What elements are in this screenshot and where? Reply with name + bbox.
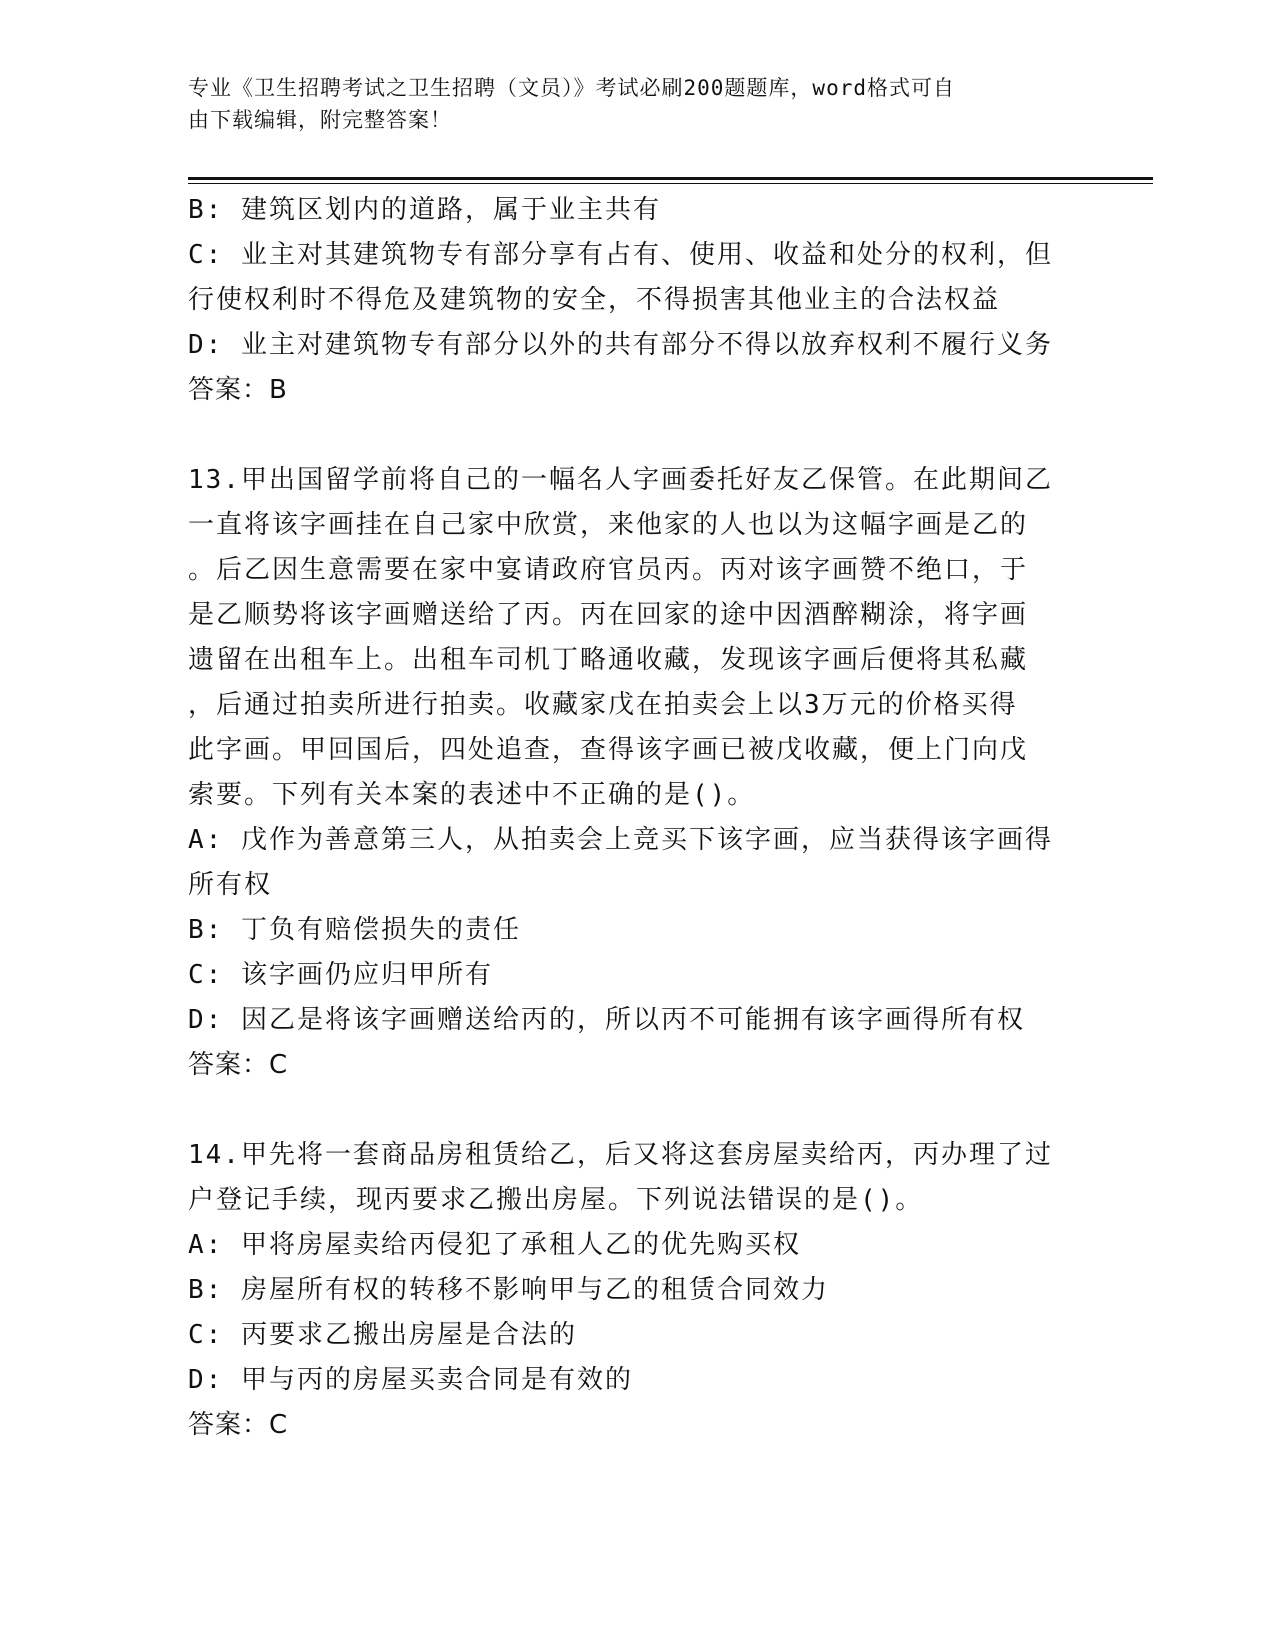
question-stem-line: 13.甲出国留学前将自己的一幅名人字画委托好友乙保管。在此期间乙 [188, 465, 1053, 495]
question-content [188, 188, 1078, 1448]
spacer [188, 413, 1078, 458]
question-stem-line: 是乙顺势将该字画赠送给了丙。丙在回家的途中因酒醉糊涂，将字画 [188, 600, 1029, 630]
question-stem-line: 一直将该字画挂在自己家中欣赏，来他家的人也以为这幅字画是乙的 [188, 510, 1029, 540]
header-rule-thin [188, 183, 1153, 184]
option-c: C: 该字画仍应归甲所有 [188, 960, 493, 990]
question-12-tail [188, 188, 1078, 413]
question-stem-line: 此字画。甲回国后，四处追查，查得该字画已被戊收藏，便上门向戊 [188, 735, 1029, 765]
question-stem-line: 户登记手续，现丙要求乙搬出房屋。下列说法错误的是()。 [188, 1185, 924, 1215]
answer: 答案：C [188, 1410, 289, 1440]
option-c-line-2: 行使权利时不得危及建筑物的安全，不得损害其他业主的合法权益 [188, 285, 1001, 315]
answer: 答案：B [188, 375, 288, 405]
question-stem-line: ，后通过拍卖所进行拍卖。收藏家戊在拍卖会上以3万元的价格买得 [188, 690, 1018, 720]
header-title-line-1: 专业《卫生招聘考试之卫生招聘（文员）》考试必刷200题题库，word格式可自 [188, 76, 955, 100]
option-a-line-2: 所有权 [188, 870, 273, 900]
option-c-line-1: C: 业主对其建筑物专有部分享有占有、使用、收益和处分的权利，但 [188, 240, 1053, 270]
option-b: B: 丁负有赔偿损失的责任 [188, 915, 521, 945]
question-13 [188, 458, 1078, 1088]
option-c: C: 丙要求乙搬出房屋是合法的 [188, 1320, 577, 1350]
question-stem-line: 遗留在出租车上。出租车司机丁略通收藏，发现该字画后便将其私藏 [188, 645, 1029, 675]
option-b: B: 建筑区划内的道路，属于业主共有 [188, 195, 661, 225]
option-b: B: 房屋所有权的转移不影响甲与乙的租赁合同效力 [188, 1275, 829, 1305]
option-a: A: 甲将房屋卖给丙侵犯了承租人乙的优先购买权 [188, 1230, 801, 1260]
answer: 答案：C [188, 1050, 289, 1080]
option-d: D: 甲与丙的房屋买卖合同是有效的 [188, 1365, 633, 1395]
option-d: D: 因乙是将该字画赠送给丙的，所以丙不可能拥有该字画得所有权 [188, 1005, 1025, 1035]
header-title-line-2: 由下载编辑，附完整答案！ [188, 108, 452, 132]
question-stem-line: 索要。下列有关本案的表述中不正确的是()。 [188, 780, 756, 810]
document-header [188, 72, 1068, 136]
header-rule-thick [188, 177, 1153, 180]
option-d: D: 业主对建筑物专有部分以外的共有部分不得以放弃权利不履行义务 [188, 330, 1053, 360]
question-14 [188, 1133, 1078, 1448]
spacer [188, 1088, 1078, 1133]
question-stem-line: 14.甲先将一套商品房租赁给乙，后又将这套房屋卖给丙，丙办理了过 [188, 1140, 1053, 1170]
option-a-line-1: A: 戊作为善意第三人，从拍卖会上竞买下该字画，应当获得该字画得 [188, 825, 1053, 855]
question-stem-line: 。后乙因生意需要在家中宴请政府官员丙。丙对该字画赞不绝口，于 [188, 555, 1029, 585]
